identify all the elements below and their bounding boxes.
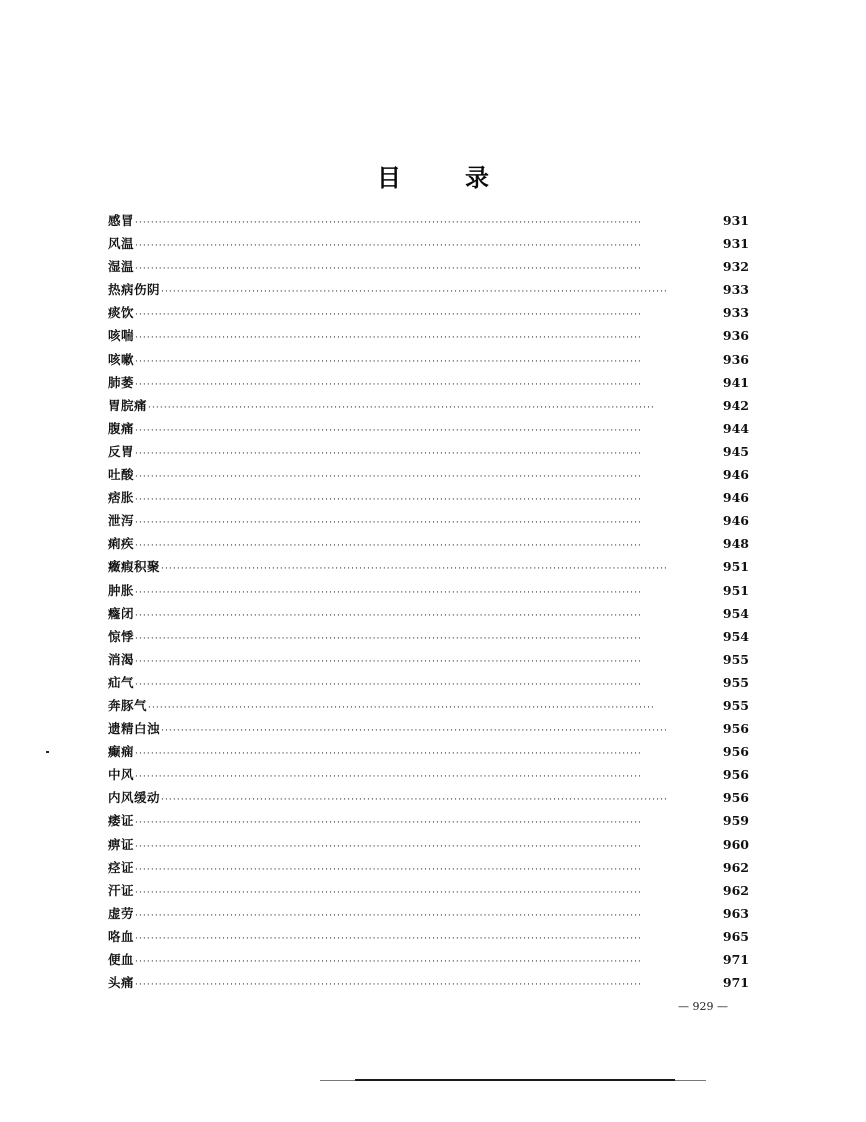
toc-entry[interactable] [108,627,749,650]
toc-entry-page: 955 [722,674,749,690]
toc-entry-page: 965 [722,928,749,944]
toc-entry-label: 肿胀 [108,582,135,598]
dot-leader [135,421,718,441]
toc-entry-page: 933 [722,305,749,321]
toc-entry-page: 971 [722,975,749,991]
toc-entry-label: 癃闭 [108,605,135,621]
dot-leader [135,813,718,833]
toc-entry-label: 吐酸 [108,467,135,483]
toc-entry-page: 936 [722,328,749,344]
toc-entry-label: 虚劳 [108,905,135,921]
dot-leader [135,583,718,603]
toc-entry-label: 痹证 [108,836,135,852]
toc-entry-label: 反胃 [108,443,135,459]
toc-entry-page: 960 [722,836,749,852]
toc-entry-page: 956 [722,721,749,737]
toc-entry-page: 955 [722,651,749,667]
dot-leader [135,606,718,626]
toc-entry-page: 971 [722,952,749,967]
toc-entry[interactable] [108,581,749,604]
toc-entry-page: 954 [722,628,749,644]
toc-entry-label: 疝气 [108,674,135,690]
dot-leader [135,837,718,857]
toc-entry-label: 咳喘 [108,328,135,344]
dot-leader [135,305,718,325]
dot-leader [135,952,718,972]
toc-entry[interactable] [108,673,749,696]
toc-entry[interactable] [108,950,749,973]
toc-entry-label: 痰饮 [108,305,135,321]
toc-entry-label: 遗精白浊 [108,721,161,737]
dot-leader [135,513,718,533]
dot-leader [135,906,718,926]
toc-entry[interactable] [108,811,749,834]
toc-entry-label: 腹痛 [108,420,135,436]
dot-leader [135,975,718,995]
dot-leader [161,559,718,579]
toc-entry-page: 955 [722,697,749,713]
toc-entry-page: 954 [722,605,749,621]
toc-entry[interactable] [108,557,749,580]
toc-entry[interactable] [108,534,749,557]
dot-leader [161,790,718,810]
dot-leader [135,629,718,649]
dot-leader [135,652,718,672]
dot-leader [148,398,718,418]
toc-entry-page: 941 [722,374,749,390]
toc-entry-label: 汗证 [108,882,135,898]
toc-entry-page: 936 [722,351,749,367]
toc-entry[interactable] [108,465,749,488]
toc-entry-page: 956 [722,790,749,806]
dot-leader [135,767,718,787]
toc-entry-label: 湿温 [108,259,135,275]
toc-entry-page: 946 [722,490,749,506]
toc-entry-label: 便血 [108,952,135,967]
toc-entry[interactable] [108,765,749,788]
toc-entry[interactable] [108,396,749,419]
dot-leader [161,721,718,741]
toc-entry-label: 痉证 [108,859,135,875]
toc-entry-label: 头痛 [108,975,135,991]
toc-entry[interactable] [108,511,749,534]
toc-entry-label: 风温 [108,236,135,252]
dot-leader [135,490,718,510]
toc-entry-page: 948 [722,536,749,552]
toc-entry[interactable] [108,858,749,881]
dot-leader [135,536,718,556]
toc-entry-page: 951 [722,559,749,575]
toc-entry-label: 痿证 [108,813,135,829]
dot-leader [135,929,718,949]
toc-entry-page: 931 [722,236,749,252]
toc-entry[interactable] [108,604,749,627]
toc-entry-label: 痢疾 [108,536,135,552]
toc-entry-page: 931 [722,213,749,228]
toc-entry-page: 962 [722,882,749,898]
dot-leader [135,467,718,487]
toc-entry-label: 消渴 [108,651,135,667]
toc-entry-label: 咯血 [108,928,135,944]
page-number: — 929 — [678,1000,728,1013]
toc-entry-label: 胃脘痛 [108,397,148,413]
toc-entry[interactable] [108,835,749,858]
toc-entry-page: 951 [722,582,749,598]
toc-entry[interactable] [108,881,749,904]
toc-entry-label: 内风缓动 [108,790,161,806]
toc-entry-page: 959 [722,813,749,829]
toc-entry-page: 962 [722,859,749,875]
dot-leader [135,860,718,880]
toc-entry[interactable] [108,696,749,719]
toc-entry-page: 932 [722,259,749,275]
scan-speck [46,751,49,753]
dot-leader [148,698,718,718]
toc-entry[interactable] [108,442,749,465]
toc-entry-label: 咳嗽 [108,351,135,367]
toc-entry-label: 肺萎 [108,374,135,390]
table-of-contents [108,211,749,996]
toc-entry-page: 963 [722,905,749,921]
scan-edge-line-thick [355,1079,675,1081]
toc-entry-label: 癥瘕积聚 [108,559,161,575]
toc-entry-label: 痞胀 [108,490,135,506]
dot-leader [135,328,718,348]
dot-leader [135,375,718,395]
toc-entry[interactable] [108,419,749,442]
toc-entry-page: 933 [722,282,749,298]
toc-entry-label: 奔豚气 [108,697,148,713]
toc-entry-page: 942 [722,397,749,413]
toc-entry-page: 946 [722,467,749,483]
dot-leader [135,744,718,764]
toc-entry-label: 泄泻 [108,513,135,529]
toc-entry-label: 癫痫 [108,744,135,760]
title-char-2: 录 [465,164,489,192]
dot-leader [135,259,718,279]
toc-entry-label: 感冒 [108,213,135,228]
toc-entry[interactable] [108,650,749,673]
title-char-1: 目 [377,164,401,192]
dot-leader [135,352,718,372]
page-title [0,158,866,193]
toc-entry-label: 中风 [108,767,135,783]
toc-entry[interactable] [108,257,749,280]
toc-entry-page: 945 [722,443,749,459]
toc-entry[interactable] [108,211,749,234]
toc-entry-page: 944 [722,420,749,436]
toc-entry[interactable] [108,488,749,511]
toc-entry[interactable] [108,350,749,373]
dot-leader [135,675,718,695]
dot-leader [135,213,718,233]
toc-entry[interactable] [108,742,749,765]
toc-entry-page: 956 [722,744,749,760]
toc-entry-label: 热病伤阴 [108,282,161,298]
toc-entry[interactable] [108,927,749,950]
toc-entry[interactable] [108,904,749,927]
toc-entry[interactable] [108,973,749,996]
toc-entry[interactable] [108,719,749,742]
toc-entry[interactable] [108,280,749,303]
dot-leader [135,444,718,464]
toc-entry-page: 956 [722,767,749,783]
dot-leader [161,282,718,302]
toc-entry[interactable] [108,303,749,326]
toc-entry[interactable] [108,373,749,396]
toc-entry[interactable] [108,326,749,349]
toc-entry-page: 946 [722,513,749,529]
toc-entry[interactable] [108,234,749,257]
dot-leader [135,236,718,256]
toc-entry-label: 惊悸 [108,628,135,644]
dot-leader [135,883,718,903]
toc-entry[interactable] [108,788,749,811]
